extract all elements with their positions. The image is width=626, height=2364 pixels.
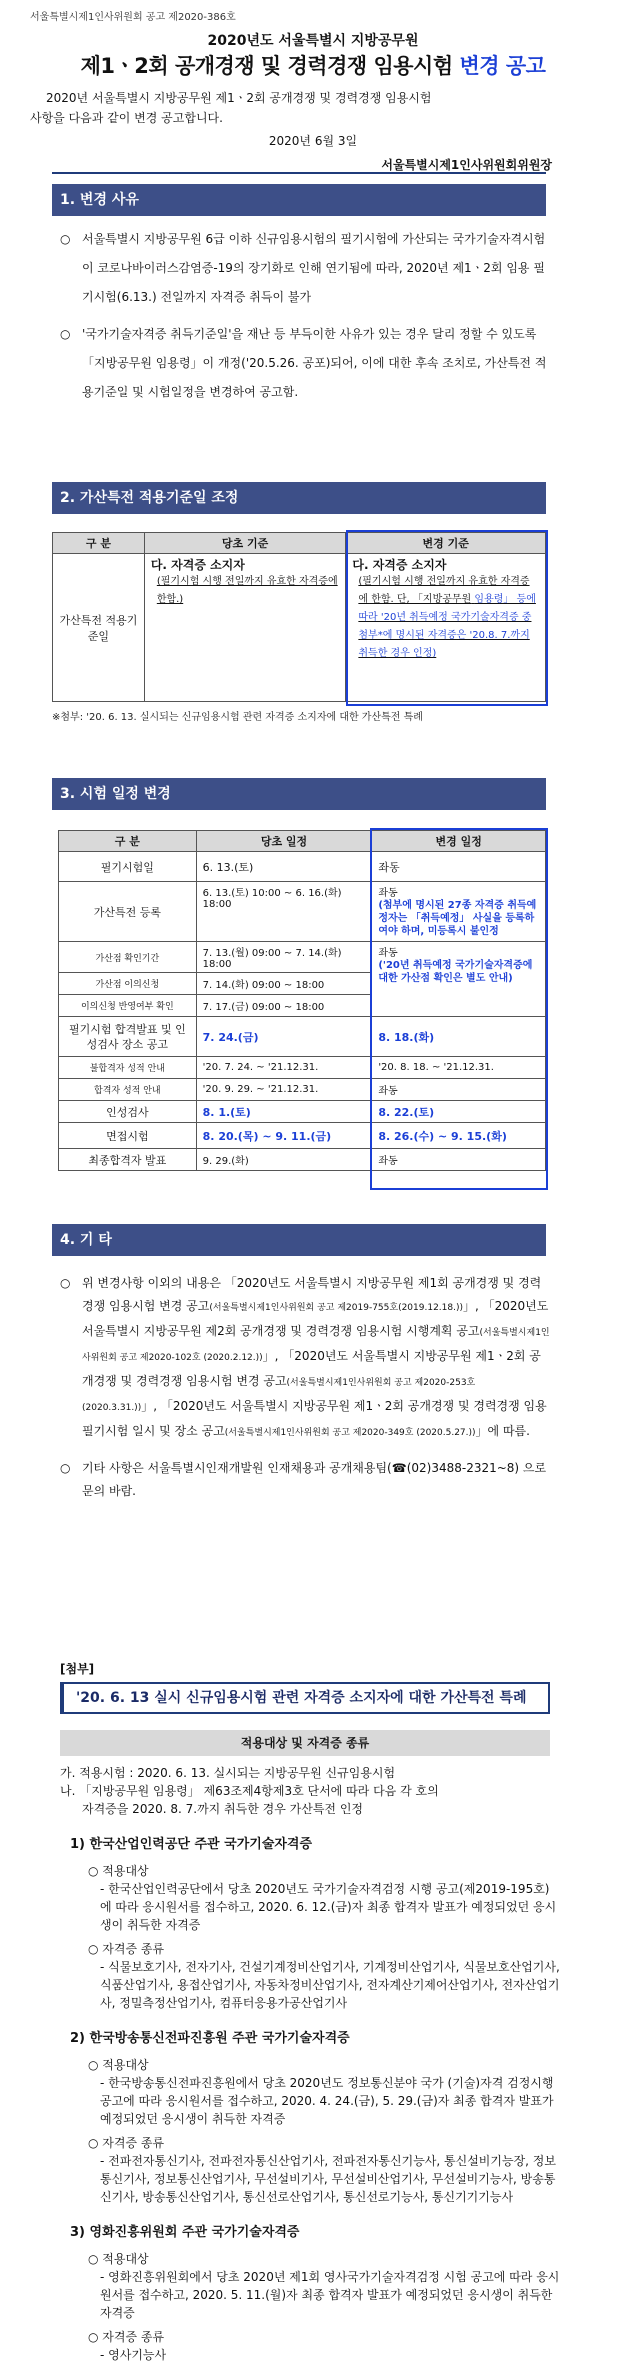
row-label: 이의신청 반영여부 확인 [59,995,197,1017]
att-kind-label: ○ 자격증 종류 [88,2330,165,2344]
attachment-subtitle: 적용대상 및 자격증 종류 [60,1730,550,1756]
row-after: 좌동 [372,852,546,882]
col-type: 구 분 [59,831,197,852]
att-na-2: 자격증을 2020. 8. 7.까지 취득한 경우 가산특전 인정 [82,1802,364,1816]
header-rule [52,172,546,174]
section4-body [60,1272,550,1511]
table-row [59,1057,546,1079]
s4-text-b: 」, 「2020년도 서울특별시 지방공무원 제2회 공개경쟁 및 경력경쟁 임용시험 시행계획 공고 [82,1299,549,1338]
row-after: 8. 18.(화) [372,1017,546,1057]
row-before: 8. 1.(토) [196,1101,372,1123]
row-before: '20. 9. 29. ~ '21.12.31. [196,1079,372,1101]
table-row [59,852,546,882]
section1-text-2: '국가기술자격증 취득기준일'을 재난 등 부득이한 사유가 있는 경우 달리 정할 수 있도록 「지방공무원 임용령」이 개정('20.5.26. 공포)되어, 이에 대한 후속 조치로, 가산특전 적용기준일 및 시험일정을 변경하여 공고함. [82,327,547,399]
row-before: 7. 17.(금) 09:00 ~ 18:00 [196,995,372,1017]
att-kind-text: - 식물보호기사, 전자기사, 건설기계정비산업기사, 기계정비산업기사, 식물보호산업기사, 식품산업기사, 용접산업기사, 자동차정비산업기사, 전자계산기제어산업기사, 전자산업기사, 정밀측정산업기사, 컴퓨터응용가공산업기사 [100,1960,560,2010]
title-highlight: 변경 공고 [459,54,546,78]
schedule-table [58,830,546,1171]
after-head: 다. 자격증 소지자 [352,558,447,572]
attachment-label: [첨부] [60,1662,95,1676]
row-before: 7. 13.(월) 09:00 ~ 7. 14.(화) 18:00 [196,942,372,973]
s4-ref-d: (서울특별시제1인사위원회 공고 제2020-349호 (2020.5.27.)) [224,1428,476,1438]
att-kind-label: ○ 자격증 종류 [88,1942,165,1956]
issuer: 서울특별시제1인사위원회위원장 [381,158,552,172]
att-target-label: ○ 적용대상 [88,2058,149,2072]
attachment-body [60,1764,560,2364]
page-title [0,50,626,80]
before-head: 다. 자격증 소지자 [150,558,245,572]
table-row [59,1101,546,1123]
table-row [59,1123,546,1149]
row-after [372,882,546,942]
table-row [59,1149,546,1171]
row-after [372,942,546,1017]
notice-number: 서울특별시제1인사위원회 공고 제2020-386호 [30,12,236,23]
section1-para-2 [60,320,550,407]
title-main: 제1ㆍ2회 공개경쟁 및 경력경쟁 임용시험 [80,54,460,78]
row-note: (첨부에 명시된 27종 자격증 취득예정자는 「취득예정」 사실을 등록하여야 하며, 미등록시 불인정 [378,900,537,937]
row-after: 8. 22.(토) [372,1101,546,1123]
att-na-1: 나. 「지방공무원 임용령」 제63조제4항제3호 단서에 따라 다음 각 호의 [60,1784,439,1798]
criteria-table [52,532,546,702]
s4-ref-b: (서울특별시제1인사위원회 공고 제2020-102호 (2020.2.12.)) [82,1328,550,1363]
row-before: 7. 14.(화) 09:00 ~ 18:00 [196,973,372,995]
s4-text-c: 」, 「2020년도 서울특별시 지방공무원 제1ㆍ2회 공개경쟁 및 경력경쟁 임용시험 변경 공고 [82,1349,541,1388]
row-label: 합격자 성적 안내 [59,1079,197,1101]
bullet-circle: ○ [60,327,71,341]
att-target-label: ○ 적용대상 [88,2252,149,2266]
row-after: 좌동 [372,1149,546,1171]
section1-para-1 [60,225,550,312]
row-after: 8. 26.(수) ~ 9. 15.(화) [372,1123,546,1149]
row-after: 좌동 [372,1079,546,1101]
row-label: 가산특전 등록 [59,882,197,942]
s4-text-contact: 기타 사항은 서울특별시인재개발원 인재채용과 공개채용팀(☎(02)3488-2321~8) 으로 문의 바람. [82,1461,547,1498]
s4-text-e: 」에 따름. [475,1424,530,1438]
att-target-text: - 한국산업인력공단에서 당초 2020년도 국가기술자격검정 시행 공고(제2019-195호)에 따라 응시원서를 접수하고, 2020. 6. 12.(금)자 최종 합격자 발표가 예정되었던 응시생이 취득한 자격증 [100,1882,557,1932]
section2-footnote: ※첨부: '20. 6. 13. 실시되는 신규임용시험 관련 자격증 소지자에 대한 가산특전 특례 [52,712,423,723]
section4-para-2 [60,1457,550,1503]
intro-text [30,88,590,128]
row-label: 가산점 확인기간 [59,942,197,973]
row-label: 필기시험 합격발표 및 인성검사 장소 공고 [59,1017,197,1057]
s4-ref-a: (서울특별시제1인사위원회 공고 제2019-755호(2019.12.18.)) [209,1303,463,1313]
row-before: '20. 7. 24. ~ '21.12.31. [196,1057,372,1079]
s4-text-a: 위 변경사항 이외의 내용은 「2020년도 서울특별시 지방공무원 제1회 공개경쟁 및 경력경쟁 임용시험 변경 공고 [82,1276,542,1313]
table-row [59,942,546,973]
table-row [59,882,546,942]
bullet-circle: ○ [60,1276,71,1290]
table-row [59,1017,546,1057]
section2-title: 2. 가산특전 적용기준일 조정 [52,482,546,514]
row-after-text: 좌동 [378,948,398,959]
section3-title: 3. 시험 일정 변경 [52,778,546,810]
row-before: 9. 29.(화) [196,1149,372,1171]
row-label: 면접시험 [59,1123,197,1149]
org-line: 2020년도 서울특별시 지방공무원 [207,33,419,49]
att-target-label: ○ 적용대상 [88,1864,149,1878]
after-body-1: (필기시험 시행 전일까지 유효한 자격증에 한함. 단, 「지방공무원 [358,576,530,605]
col-before: 당초 기준 [144,533,346,554]
row-before: 6. 13.(토) 10:00 ~ 6. 16.(화) 18:00 [196,882,372,942]
section1-title: 1. 변경 사유 [52,184,546,216]
att-heading-1: 1) 한국산업인력공단 주관 국가기술자격증 [70,1837,313,1852]
row-label: 인성검사 [59,1101,197,1123]
col-type: 구 분 [53,533,145,554]
before-body: (필기시험 시행 전일까지 유효한 자격증에 한함.) [156,576,338,605]
row-after: '20. 8. 18. ~ '21.12.31. [372,1057,546,1079]
row-label: 필기시험일 [59,852,197,882]
intro-line-2: 사항을 다음과 같이 변경 공고합니다. [30,111,223,125]
intro-line-1: 2020년 서울특별시 지방공무원 제1ㆍ2회 공개경쟁 및 경력경쟁 임용시험 [46,91,432,105]
section4-title: 4. 기 타 [52,1224,546,1256]
after-cell [346,554,546,702]
row-after-text: 좌동 [378,888,398,899]
row-label: 가산점 이의신청 [59,973,197,995]
table-row [59,1079,546,1101]
s4-ref-c: (서울특별시제1인사위원회 공고 제2020-253호 (2020.3.31.)) [82,1378,476,1413]
notice-date: 2020년 6월 3일 [268,134,358,148]
section1-text-1: 서울특별시 지방공무원 6급 이하 신규임용시험의 필기시험에 가산되는 국가기술자격시험이 코로나바이러스감염증-19의 장기화로 인해 연기됨에 따라, 2020년 제1ㆍ2회 임용 필기시험(6.13.) 전일까지 자격증 취득이 불가 [82,232,546,304]
row-before: 7. 24.(금) [196,1017,372,1057]
bullet-circle: ○ [60,232,71,246]
section4-para-1 [60,1272,550,1445]
section1-body [60,225,550,415]
att-kind-label: ○ 자격증 종류 [88,2136,165,2150]
att-heading-3: 3) 영화진흥위원회 주관 국가기술자격증 [70,2225,300,2240]
att-ga: 가. 적용시험 : 2020. 6. 13. 실시되는 지방공무원 신규임용시험 [60,1766,396,1780]
row-note: ('20년 취득예정 국가기술자격증에 대한 가산점 확인은 별도 안내) [378,960,533,984]
s4-text-d: 」, 「2020년도 서울특별시 지방공무원 제1ㆍ2회 공개경쟁 및 경력경쟁 임용 필기시험 일시 및 장소 공고 [82,1399,547,1438]
row-before: 6. 13.(토) [196,852,372,882]
col-before: 당초 일정 [196,831,372,852]
att-heading-2: 2) 한국방송통신전파진흥원 주관 국가기술자격증 [70,2031,350,2046]
col-after: 변경 일정 [372,831,546,852]
att-target-text: - 한국방송통신전파진흥원에서 당초 2020년도 정보통신분야 국가 (기술)자격 검정시행 공고에 따라 응시원서를 접수하고, 2020. 4. 24.(금), 5. 29.(금)자 최종 합격자 발표가 예정되었던 응시생이 취득한 자격증 [100,2076,554,2126]
after-body-2: 임용령」 등에 따라 '20년 취득예정 국가기술자격증 중 첨부*에 명시된 자격증은 '20.8. 7.까지 취득한 경우 인정) [358,594,536,659]
col-after: 변경 기준 [346,533,546,554]
row-before: 8. 20.(목) ~ 9. 11.(금) [196,1123,372,1149]
before-cell [144,554,346,702]
attachment-title: '20. 6. 13 실시 신규임용시험 관련 자격증 소지자에 대한 가산특전 특례 [60,1682,550,1714]
bullet-circle: ○ [60,1461,71,1475]
row-label: 불합격자 성적 안내 [59,1057,197,1079]
row-label: 최종합격자 발표 [59,1149,197,1171]
att-target-text: - 영화진흥위원회에서 당초 2020년 제1회 영사국가기술자격검정 시험 공고에 따라 응시원서를 접수하고, 2020. 5. 11.(월)자 최종 합격자 발표가 예정되었던 응시생이 취득한 자격증 [100,2270,560,2320]
att-kind-text: - 영사기능사 [100,2348,167,2362]
att-kind-text: - 전파전자통신기사, 전파전자통신산업기사, 전파전자통신기능사, 통신설비기능장, 정보통신기사, 정보통신산업기사, 무선설비기사, 무선설비산업기사, 무선설비기능사, 방송통신기사, 방송통신산업기사, 통신선로산업기사, 통신선로기능사, 통신기기기능사 [100,2154,556,2204]
row-label: 가산특전 적용기준일 [53,554,145,702]
